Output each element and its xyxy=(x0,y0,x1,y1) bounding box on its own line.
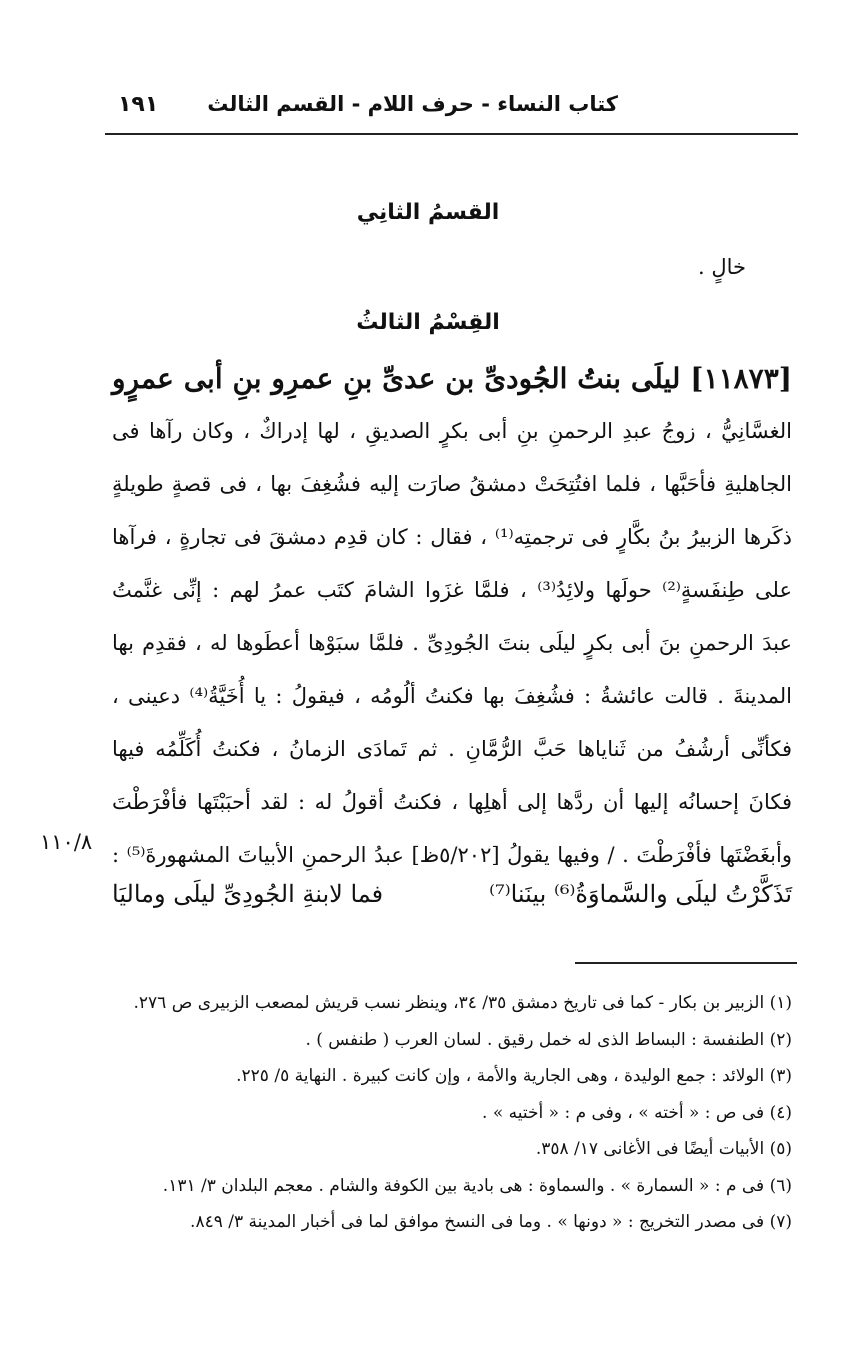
entry-line: على طِنفَسةٍ⁽²⁾ حولَها ولائِدُ⁽³⁾ ، فلمَّا غزَوا الشامَ كتَب عمرُ لهم : إنِّى غنَّمتُ xyxy=(112,578,792,602)
footnote: (٧) فى مصدر التخريج : « دونها » . وما فى النسخ موافق لما فى أخبار المدينة ٣/ ٨٤٩. xyxy=(190,1212,792,1232)
section-title-third: القِسْمُ الثالثُ xyxy=(356,310,500,335)
entry-line: الغسَّانِيُّ ، زوجُ عبدِ الرحمنِ بنِ أبى بكرٍ الصديقِ ، لها إدراكٌ ، وكان رآها فى xyxy=(112,419,792,443)
verse-line xyxy=(112,880,792,908)
entry-line: الجاهليةِ فأحَبَّها ، فلما افتُتِحَتْ دمشقُ صارَت إليه فشُغِفَ بها ، فى قصةٍ طويلةٍ xyxy=(112,472,792,496)
verse-hemistich-second: فما لابنةِ الجُودِىِّ ليلَى وماليَا xyxy=(112,880,384,908)
footnote: (١) الزبير بن بكار - كما فى تاريخ دمشق ٣٥/ ٣٤، وينظر نسب قريش لمصعب الزبيرى ص ٢٧٦. xyxy=(133,993,792,1013)
section-title-second: القسمُ الثانِي xyxy=(356,200,500,225)
entry-body xyxy=(112,352,792,882)
footnote: (٣) الولائد : جمع الوليدة ، وهى الجارية والأمة ، وإن كانت كبيرة . النهاية ٥/ ٢٢٥. xyxy=(236,1066,792,1086)
verse-hemistich-first: تَذَكَّرْتُ ليلَى والسَّماوَةُ⁽⁶⁾ بينَنا⁽⁷⁾ xyxy=(489,880,792,908)
entry-heading: [١١٨٧٣] ليلَى بنتُ الجُودىِّ بن عدىِّ بنِ عمرِو بنِ أبى عمرٍو xyxy=(112,362,792,395)
entry-line: المدينةَ . قالت عائشةُ : فشُغِفَ بها فكنتُ ألُومُه ، فيقولُ : يا أُخَيَّةُ⁽⁴⁾ دعينى ، xyxy=(112,684,792,708)
margin-reference: ١١٠/٨ xyxy=(40,830,93,854)
footnote: (٥) الأبيات أيضًا فى الأغانى ١٧/ ٣٥٨. xyxy=(535,1139,792,1159)
entry-line: وأبغَضْتَها فأفْرَطْتَ . / وفيها يقولُ [٥/٢٠٢ظ] عبدُ الرحمنِ الأبياتَ المشهورةَ⁽⁵⁾ : xyxy=(112,843,792,867)
footnote: (٢) الطنفسة : البساط الذى له خمل رقيق . لسان العرب ( طنفس ) . xyxy=(305,1029,792,1050)
entry-line: فكانَ إحسانُه إليها أن ردَّها إلى أهلِها ، فكنتُ أقولُ له : لقد أحبَبْتَها فأفْرَطْتَ xyxy=(112,790,792,814)
footnotes xyxy=(92,985,792,1241)
running-head: كتاب النساء - حرف اللام - القسم الثالث xyxy=(207,92,618,116)
khal-line: خالٍ . xyxy=(698,255,746,279)
entry-line: عبدَ الرحمنِ بنَ أبى بكرٍ ليلَى بنتَ الجُودِىِّ . فلمَّا سبَوْها أعطَوها له ، فقدِم بها xyxy=(112,631,792,655)
entry-line: فكأنِّى أرشُفُ من ثَناياها حَبَّ الرُّمَّانِ . ثم تَمادَى الزمانُ ، فكنتُ أُكَلِّمُه فيها xyxy=(112,737,792,761)
footnote: (٤) فى ص : « أخته » ، وفى م : « أختيه » . xyxy=(482,1102,792,1123)
footnote: (٦) فى م : « السمارة » . والسماوة : هى بادية بين الكوفة والشام . معجم البلدان ٣/ ١٣١. xyxy=(162,1175,792,1196)
entry-line: ذكَرها الزبيرُ بنُ بكَّارٍ فى ترجمتِه⁽¹⁾ ، فقال : كان قدِم دمشقَ فى تجارةٍ ، فرآها xyxy=(112,525,792,549)
header-rule xyxy=(105,133,798,135)
footnote-rule xyxy=(575,962,797,964)
page-number: ١٩١ xyxy=(118,92,159,117)
